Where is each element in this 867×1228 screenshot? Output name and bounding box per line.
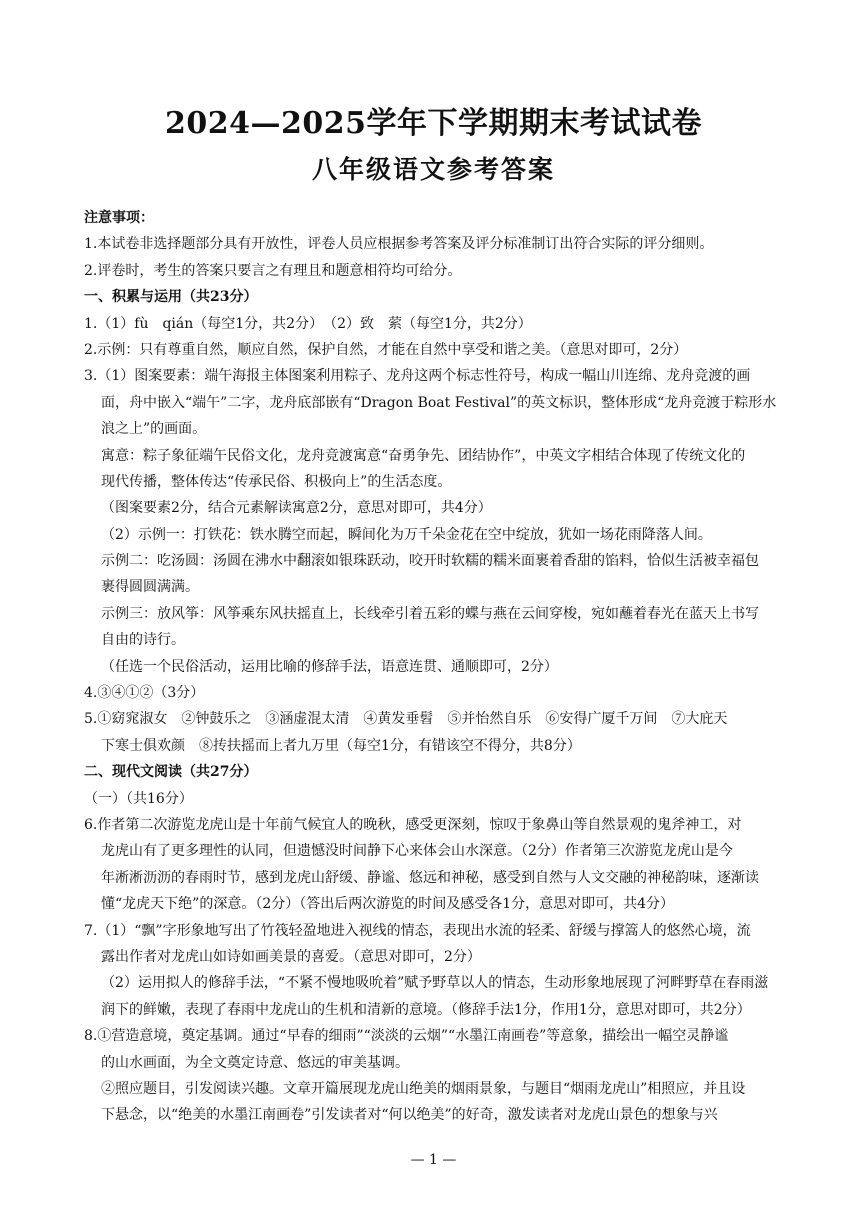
text-line: 2.评卷时，考生的答案只要言之有理且和题意相符均可给分。 xyxy=(84,262,462,279)
text-line: 6.作者第二次游览龙虎山是十年前气候宜人的晚秋，感受更深刻，惊叹于象鼻山等自然景观的鬼斧神工，对 xyxy=(84,816,742,833)
section-heading: 一、积累与运用（共23分） xyxy=(84,289,258,306)
answer-body xyxy=(84,205,784,1129)
text-line: 浪之上”的画面。 xyxy=(101,421,207,438)
text-line: 7.（1）“飘”字形象地写出了竹筏轻盈地进入视线的情态，表现出水流的轻柔、舒缓与撑篙人的悠然心境，流 xyxy=(84,922,751,939)
text-line: 5.①窈窕淑女 ②钟鼓乐之 ③涵虚混太清 ④黄发垂髫 ⑤并怡然自乐 ⑥安得广厦千万间 ⑦大庇天 xyxy=(84,711,728,728)
text-line: 润下的鲜嫩，表现了春雨中龙虎山的生机和清新的意境。（修辞手法1分，作用1分，意思对即可，共2分） xyxy=(101,1001,751,1018)
page-number: — 1 — xyxy=(410,1152,457,1168)
document-title: 2024—2025学年下学期期末考试试卷 xyxy=(165,106,702,141)
text-line: ②照应题目，引发阅读兴趣。文章开篇展现龙虎山绝美的烟雨景象，与题目“烟雨龙虎山”相照应，并且设 xyxy=(101,1080,746,1097)
text-line: 的山水画面，为全文奠定诗意、悠远的审美基调。 xyxy=(101,1054,409,1071)
text-line: 裹得圆圆满满。 xyxy=(101,579,199,596)
text-line: 寓意：粽子象征端午民俗文化，龙舟竞渡寓意“奋勇争先、团结协作”，中英文字相结合体现了传统文化的 xyxy=(101,447,746,464)
text-line: 现代传播，整体传达“传承民俗、积极向上”的生活态度。 xyxy=(101,473,452,490)
text-line: 龙虎山有了更多理性的认同，但遗憾没时间静下心来体会山水深意。（2分）作者第三次游览龙虎山是今 xyxy=(101,843,733,860)
document-subtitle: 八年级语文参考答案 xyxy=(311,155,555,184)
text-line: 8.①营造意境，奠定基调。通过“早春的细雨”“淡淡的云烟”“水墨江南画卷”等意象，描绘出一幅空灵静谧 xyxy=(84,1028,729,1045)
text-line: 露出作者对龙虎山如诗如画美景的喜爱。（意思对即可，2分） xyxy=(101,948,481,965)
text-line: 4.③④①②（3分） xyxy=(84,685,205,702)
text-line: 下寒士俱欢颜 ⑧抟扶摇而上者九万里（每空1分，有错该空不得分，共8分） xyxy=(101,737,581,754)
text-line: 2.示例：只有尊重自然，顺应自然，保护自然，才能在自然中享受和谐之美。（意思对即可，2分） xyxy=(84,341,688,358)
section-heading: 二、现代文阅读（共27分） xyxy=(84,764,258,781)
text-line: （2）运用拟人的修辞手法，“不紧不慢地吸吮着”赋予野草以人的情态，生动形象地展现了河畔野草在春雨滋 xyxy=(101,975,769,992)
text-line: （一）（共16分） xyxy=(84,790,193,807)
text-line: 1.（1）fù qián（每空1分，共2分） （2）致 萦（每空1分，共2分） xyxy=(84,315,532,332)
text-line: 示例二：吃汤圆：汤圆在沸水中翻滚如银珠跃动，咬开时软糯的糯米面裹着香甜的馅料，恰似生活被幸福包 xyxy=(101,553,759,570)
text-line: 懂“龙虎天下绝”的深意。（2分）（答出后两次游览的时间及感受各1分，意思对即可，共4分） xyxy=(101,896,675,913)
section-heading: 注意事项： xyxy=(84,210,154,226)
text-line: 下悬念，以“绝美的水墨江南画卷”引发读者对“何以绝美”的好奇，激发读者对龙虎山景色的想象与兴 xyxy=(101,1107,718,1124)
text-line: 1.本试卷非选择题部分具有开放性，评卷人员应根据参考答案及评分标准制订出符合实际的评分细则。 xyxy=(84,236,714,253)
text-line: 自由的诗行。 xyxy=(101,632,185,649)
text-line: 年淅淅沥沥的春雨时节，感到龙虎山舒缓、静谧、悠远和神秘，感受到自然与人文交融的神秘韵味，逐渐读 xyxy=(101,869,759,886)
text-line: 面，舟中嵌入“端午”二字，龙舟底部嵌有“Dragon Boat Festival”的英文标识，整体形成“龙舟竞渡于粽形水 xyxy=(101,394,777,411)
text-line: 示例三：放风筝：风筝乘东风扶摇直上，长线牵引着五彩的蝶与燕在云间穿梭，宛如蘸着春光在蓝天上书写 xyxy=(101,605,759,622)
text-line: （任选一个民俗活动，运用比喻的修辞手法，语意连贯、通顺即可，2分） xyxy=(101,658,558,675)
text-line: （2）示例一：打铁花：铁水腾空而起，瞬间化为万千朵金花在空中绽放，犹如一场花雨降落人间。 xyxy=(101,526,712,543)
text-line: （图案要素2分，结合元素解读寓意2分，意思对即可，共4分） xyxy=(101,500,492,517)
text-line: 3.（1）图案要素：端午海报主体图案利用粽子、龙舟这两个标志性符号，构成一幅山川连绵、龙舟竞渡的画 xyxy=(84,368,751,385)
